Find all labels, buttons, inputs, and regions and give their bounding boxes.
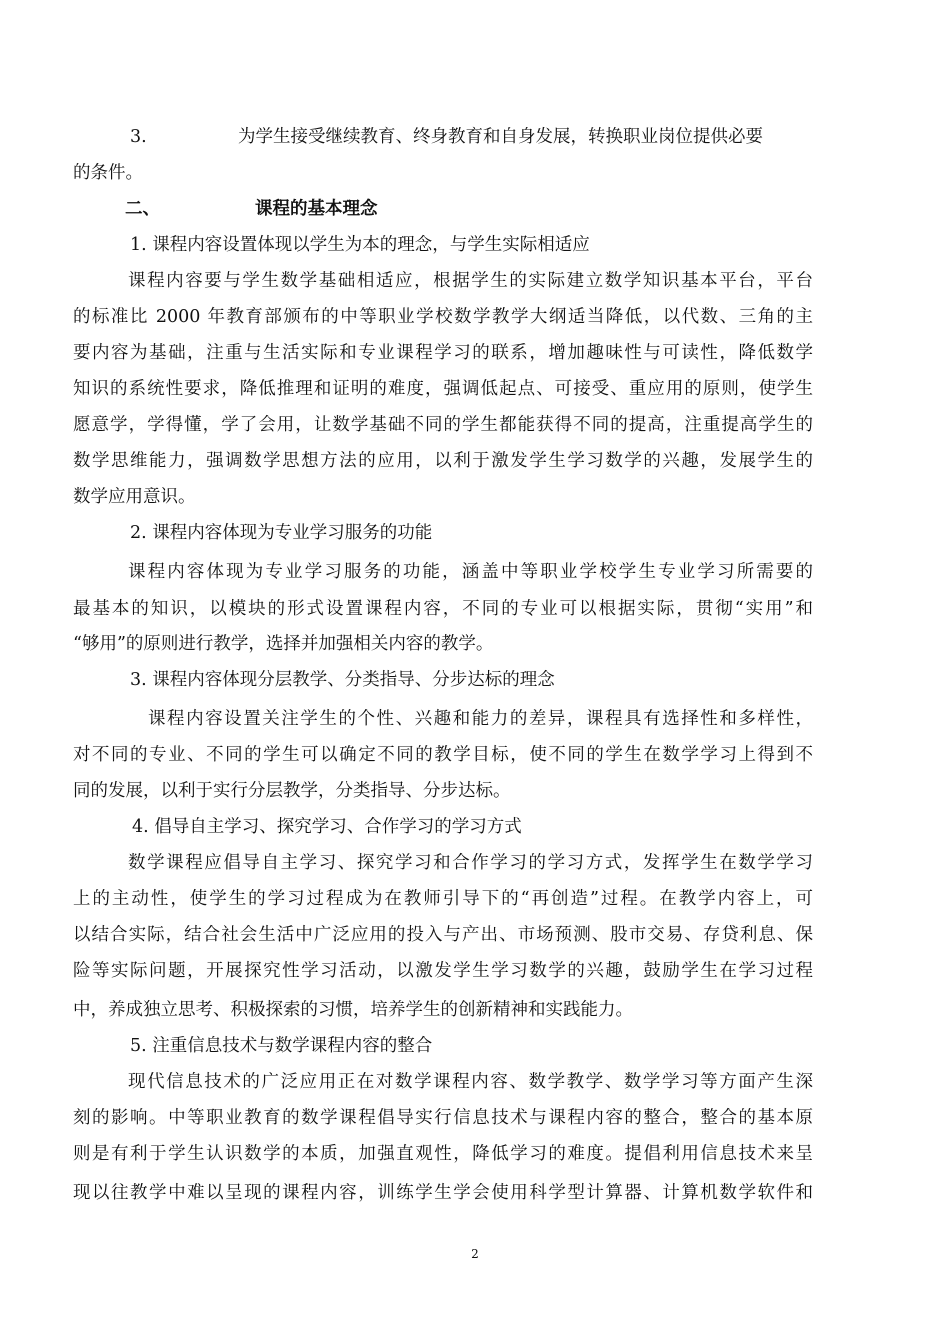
list-item-3-line2: 的条件。: [73, 163, 143, 183]
paragraph-line: 课程内容设置关注学生的个性、兴趣和能力的差异，课程具有选择性和多样性，: [148, 709, 813, 729]
list-item-3-line1: [73, 120, 813, 154]
paragraph-line: 刻的影响。中等职业教育的数学课程倡导实行信息技术与课程内容的整合，整合的基本原: [73, 1108, 813, 1128]
paragraph-line: “够用”的原则进行教学，选择并加强相关内容的教学。: [73, 634, 494, 654]
paragraph-line: 以结合实际，结合社会生活中广泛应用的投入与产出、市场预测、股市交易、存贷利息、保: [73, 925, 813, 945]
subheading-4: 4. 倡导自主学习、探究学习、合作学习的学习方式: [132, 817, 522, 837]
paragraph-line: 课程内容体现为专业学习服务的功能，涵盖中等职业学校学生专业学习所需要的: [128, 562, 813, 582]
paragraph-line: 要内容为基础，注重与生活实际和专业课程学习的联系，增加趣味性与可读性，降低数学: [73, 343, 813, 363]
paragraph-line: 同的发展，以利于实行分层教学，分类指导、分步达标。: [73, 781, 511, 801]
section-heading: [73, 192, 813, 226]
paragraph-line: 知识的系统性要求，降低推理和证明的难度，强调低起点、可接受、重应用的原则，使学生: [73, 379, 813, 399]
paragraph-line: 险等实际问题，开展探究性学习活动，以激发学生学习数学的兴趣，鼓励学生在学习过程: [73, 961, 813, 981]
subheading-2: 2. 课程内容体现为专业学习服务的功能: [130, 523, 433, 543]
paragraph-line: 数学思维能力，强调数学思想方法的应用，以利于激发学生学习数学的兴趣，发展学生的: [73, 451, 813, 471]
paragraph-line: 课程内容要与学生数学基础相适应，根据学生的实际建立数学知识基本平台，平台: [128, 271, 813, 291]
paragraph-line: 的标准比 2000 年教育部颁布的中等职业学校数学教学大纲适当降低，以代数、三角的主: [73, 307, 813, 327]
page-number: 2: [471, 1247, 479, 1261]
section-number: 二、: [125, 199, 160, 219]
paragraph-line: 现代信息技术的广泛应用正在对数学课程内容、数学教学、数学学习等方面产生深: [128, 1072, 813, 1092]
paragraph-line: 数学应用意识。: [73, 487, 196, 507]
paragraph-line: 上的主动性，使学生的学习过程成为在教师引导下的“再创造”过程。在教学内容上，可: [73, 889, 813, 909]
paragraph-line: 数学课程应倡导自主学习、探究学习和合作学习的学习方式，发挥学生在数学学习: [128, 853, 813, 873]
list-text: 为学生接受继续教育、终身教育和自身发展，转换职业岗位提供必要: [238, 127, 763, 147]
paragraph-line: 最基本的知识，以模块的形式设置课程内容，不同的专业可以根据实际，贯彻“实用”和: [73, 599, 813, 619]
subheading-5: 5. 注重信息技术与数学课程内容的整合: [130, 1036, 433, 1056]
list-number: 3.: [130, 127, 147, 147]
subheading-1: 1. 课程内容设置体现以学生为本的理念，与学生实际相适应: [130, 235, 590, 255]
paragraph-line: 现以往教学中难以呈现的课程内容，训练学生学会使用科学型计算器、计算机数学软件和: [73, 1183, 813, 1203]
subheading-3: 3. 课程内容体现分层教学、分类指导、分步达标的理念: [130, 670, 555, 690]
paragraph-line: 中，养成独立思考、积极探索的习惯，培养学生的创新精神和实践能力。: [73, 1000, 633, 1020]
paragraph-line: 对不同的专业、不同的学生可以确定不同的教学目标，使不同的学生在数学学习上得到不: [73, 745, 813, 765]
section-title: 课程的基本理念: [255, 199, 378, 219]
paragraph-line: 则是有利于学生认识数学的本质，加强直观性，降低学习的难度。提倡利用信息技术来呈: [73, 1144, 813, 1164]
paragraph-line: 愿意学，学得懂，学了会用，让数学基础不同的学生都能获得不同的提高，注重提高学生的: [73, 415, 813, 435]
